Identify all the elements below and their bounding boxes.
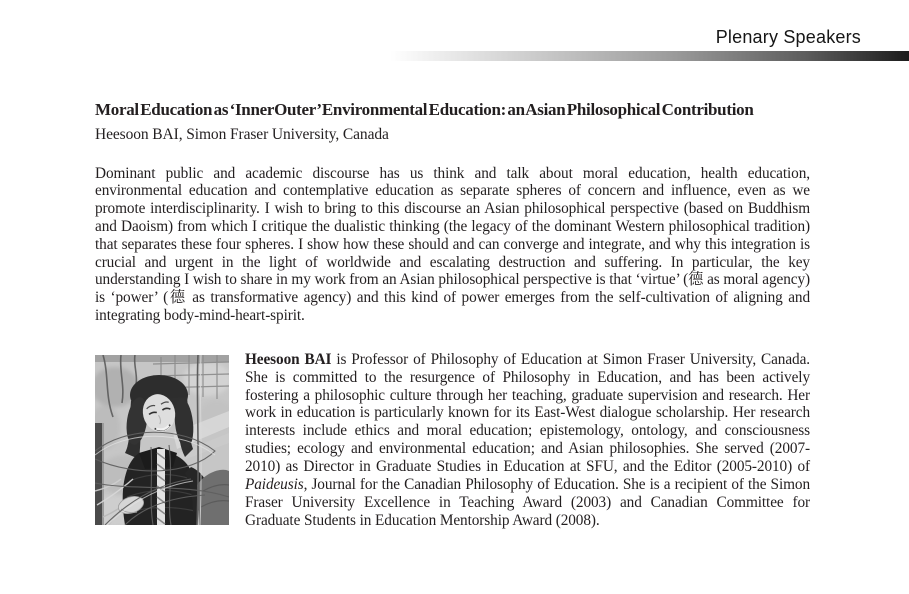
bio-text-part2: , Journal for the Canadian Philosophy of Education. She is a recipient of the Simon Fraser University Excellence in Teaching Award (2003) and Canadian Committee for Graduate Students in Education Mentorship Award (2008).	[245, 476, 810, 529]
bio-journal-title: Paideusis	[245, 476, 304, 494]
header-divider-gradient-bar	[390, 51, 909, 61]
bio-paragraph	[245, 351, 810, 530]
bio-speaker-name: Heesoon BAI	[245, 350, 332, 368]
abstract-paragraph: Dominant public and academic discourse has us think and talk about moral education, health education, environmental education and contemplative education as separate spheres of concern and influence, even as we promote interdisciplinarity. I wish to bring to this discourse an Asian philosophical perspective (based on Buddhism and Daoism) from which I critique the dualistic thinking (the legacy of the dominant Western philosophical tradition) that separates these four spheres. I show how these should and can converge and integrate, and why this integration is crucial and urgent in the light of worldwide and escalating destruction and suffering. In particular, the key understanding I wish to share in my work from an Asian philosophical perspective is that ‘virtue’ (德 as moral agency) is ‘power’ (德 as transformative agency) and this kind of power emerges from the self-cultivation of aligning and integrating body-mind-heart-spirit.	[95, 164, 810, 324]
speaker-affiliation-line: Heesoon BAI, Simon Fraser University, Canada	[95, 125, 389, 143]
bio-section	[95, 351, 810, 530]
page-content	[95, 100, 810, 530]
bio-text-part1: is Professor of Philosophy of Education at Simon Fraser University, Canada. She is committed to the resurgence of Philosophy in Education, and has been actively fostering a philosophic culture through her teaching, graduate supervision and research. Her work in education is particularly known for its East-West dialogue scholarship. Her research interests include ethics and moral education; epistemology, ontology, and consciousness studies; ecology and environmental education; and Asian philosophies. She served (2007-2010) as Director in Graduate Studies in Education at SFU, and the Editor (2005-2010) of	[245, 350, 810, 476]
speaker-photo-illustration	[95, 355, 229, 525]
speaker-photo	[95, 355, 229, 525]
page-header-section-label: Plenary Speakers	[715, 27, 861, 47]
session-title: Moral Education as ‘InnerOuter’ Environmental Education: an Asian Philosophical Contribution	[95, 100, 754, 119]
